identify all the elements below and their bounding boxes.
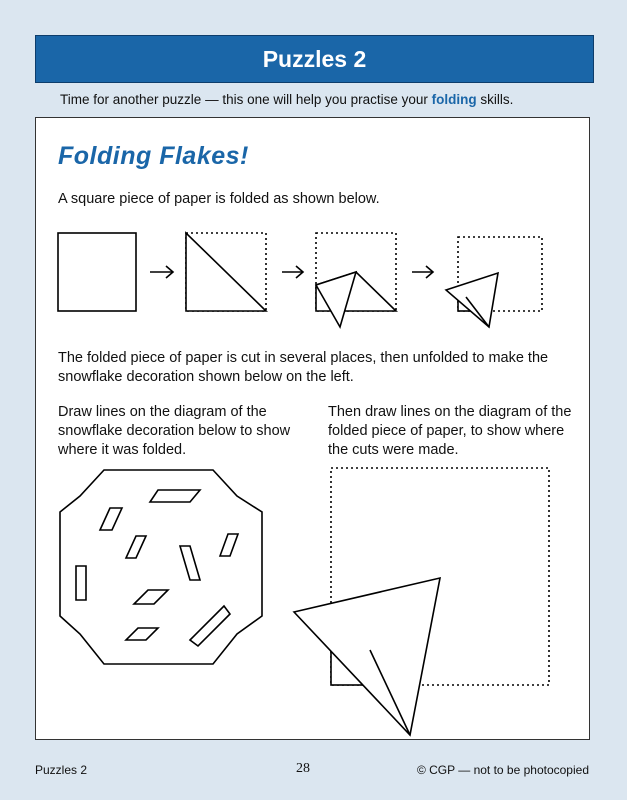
page-number: 28 [296, 761, 310, 776]
folded-paper-large [294, 468, 549, 735]
fold-step-2 [186, 233, 266, 311]
footer-section: Puzzles 2 [35, 763, 88, 777]
intro-highlight: folding [431, 92, 477, 107]
fold-step-1-square [58, 233, 136, 311]
instruction-2: The folded piece of paper is cut in several places, then unfolded to make the snowflake decoration shown below on the left. [58, 350, 549, 385]
arrow-icon [282, 266, 303, 278]
left-task: Draw lines on the diagram of the snowflake decoration below to show where it was folded. [58, 404, 291, 458]
section-title: Folding Flakes! [58, 142, 249, 170]
intro-before: Time for another puzzle — this one will help you practise your [60, 92, 432, 107]
snowflake-decoration [60, 470, 262, 664]
fold-step-3 [316, 233, 396, 327]
arrow-icon [150, 266, 173, 278]
page-title: Puzzles 2 [262, 45, 367, 72]
intro-after: skills. [476, 92, 514, 107]
fold-step-4 [446, 237, 542, 327]
right-task: Then draw lines on the diagram of the folded piece of paper, to show where the cuts were made. [328, 404, 572, 458]
instruction-1: A square piece of paper is folded as shown below. [58, 191, 380, 207]
copyright-notice: © CGP — not to be photocopied [416, 763, 589, 777]
arrow-icon [412, 266, 433, 278]
